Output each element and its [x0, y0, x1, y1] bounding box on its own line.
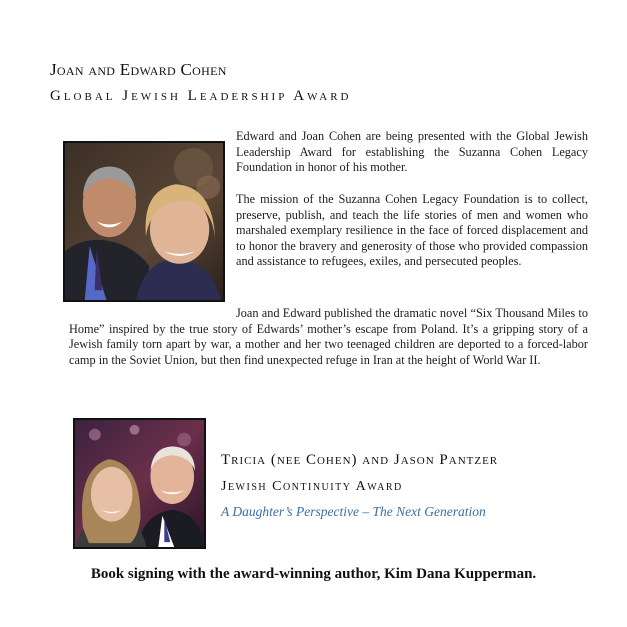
paragraph-foundation-mission: The mission of the Suzanna Cohen Legacy Foundation is to collect, preserve, publish, and teach the life stories of men and women who marshaled exemplary resilience in the face of forced displacement and to honor the bravery and generosity of those who provided compassion and assistance to refugees, exiles, and persecuted peoples. — [236, 192, 588, 269]
joan-edward-cohen-photo — [63, 141, 225, 302]
paragraph-award-reason: Edward and Joan Cohen are being presented with the Global Jewish Leadership Award for establishing the Suzanna Cohen Legacy Foundation in honor of his mother. — [236, 129, 588, 175]
book-signing-note: Book signing with the award-winning author, Kim Dana Kupperman. — [90, 566, 537, 582]
honoree1-award-title: Global Jewish Leadership Award — [50, 88, 352, 104]
honoree1-names: Joan and Edward Cohen — [50, 60, 227, 79]
honoree2-subtitle: A Daughter’s Perspective – The Next Generation — [221, 504, 486, 519]
honoree2-names: Tricia (nee Cohen) and Jason Pantzer — [221, 452, 499, 468]
paragraph-novel: Joan and Edward published the dramatic novel “Six Thousand Miles to Home” inspired by the true story of Edwards’ mother’s escape from Poland. It’s a gripping story of a Jewish family torn apart by war, a mother and her two teenaged children are deported to a forced-labor camp in the Soviet Union, but then find unexpected refuge in Iran at the height of World War II. — [69, 306, 588, 367]
honoree2-award-title: Jewish Continuity Award — [221, 479, 403, 494]
tricia-jason-pantzer-photo — [73, 418, 206, 549]
